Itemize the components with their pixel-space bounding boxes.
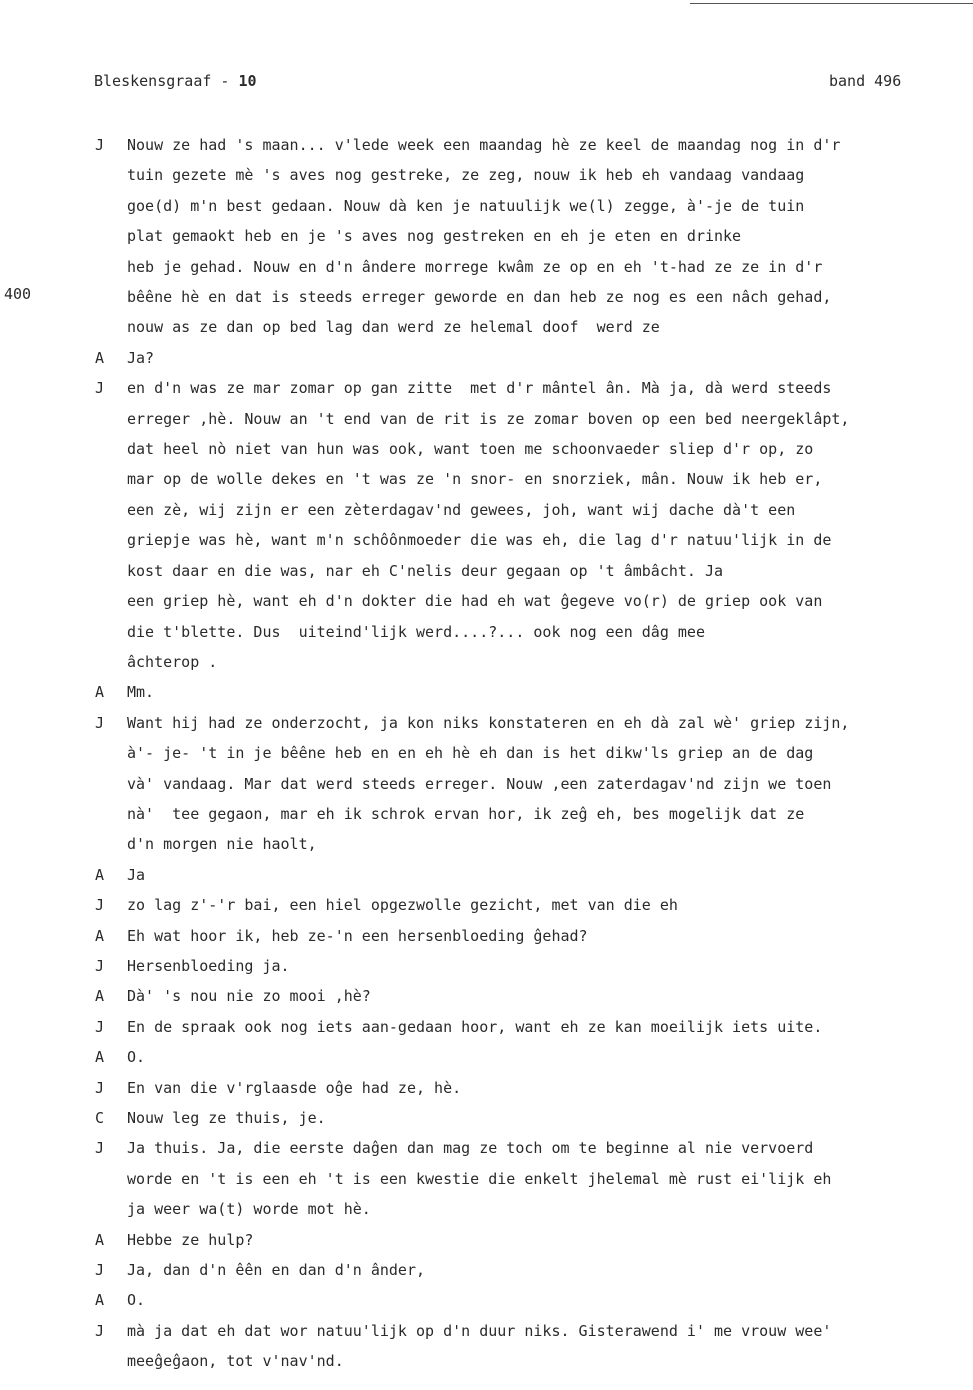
transcript-turn (0, 921, 973, 951)
text-line: zo lag z'-'r bai, een hiel opgezwolle gezicht, met van die eh (127, 896, 678, 915)
header-title: Bleskensgraaf - (94, 72, 239, 90)
text-line: Eh wat hoor ik, heb ze-'n een hersenbloeding ĝehad? (127, 926, 588, 945)
transcript-turn (0, 373, 973, 677)
turn-text (127, 921, 972, 951)
turn-text (127, 343, 972, 373)
transcript-turn (0, 1012, 973, 1042)
speaker-label: A (95, 1291, 105, 1310)
text-line: bêêne hè en dat is steeds erreger geworde en dan heb ze nog es een nâch gehad, (127, 288, 832, 307)
text-line: O. (127, 1291, 146, 1310)
turn-text (127, 1133, 972, 1224)
text-line: Want hij had ze onderzocht, ja kon niks konstateren en eh dà zal wè' griep zijn, (127, 713, 850, 732)
speaker-label: J (95, 1261, 105, 1280)
page-header-title (94, 72, 257, 90)
text-line: kost daar en die was, nar eh C'nelis deur gegaan op 't âmbâcht. Ja (127, 561, 724, 580)
turn-text (127, 1316, 972, 1377)
transcript-turn (0, 1255, 973, 1285)
turn-text (127, 708, 972, 860)
transcript-turn (0, 1225, 973, 1255)
transcript (0, 130, 973, 1377)
text-line: Ja thuis. Ja, die eerste daĝen dan mag ze toch om te beginne al nie vervoerd (127, 1139, 814, 1158)
transcript-turn (0, 981, 973, 1011)
speaker-label: C (95, 1109, 105, 1127)
text-line: Nouw ze had 's maan... v'lede week een maandag hè ze keel de maandag nog in d'r (127, 136, 841, 154)
turn-text (127, 1042, 972, 1072)
transcript-turn (0, 1316, 973, 1377)
text-line: plat gemaokt heb en je 's aves nog gestreken en eh je eten en drinke (127, 227, 742, 246)
speaker-label: J (95, 136, 105, 154)
speaker-label: J (95, 1139, 105, 1158)
turn-text (127, 1073, 972, 1103)
transcript-turn (0, 860, 973, 890)
text-line: tuin gezete mè 's aves nog gestreke, ze zeg, nouw ik heb eh vandaag vandaag (127, 166, 805, 185)
turn-text (127, 1225, 972, 1255)
turn-text (127, 130, 972, 343)
transcript-turn (0, 890, 973, 920)
text-line: Nouw leg ze thuis, je. (127, 1109, 326, 1127)
text-line: griepje was hè, want m'n schôônmoeder die was eh, die lag d'r natuu'lijk in de (127, 531, 832, 550)
transcript-turn (0, 708, 973, 860)
text-line: heb je gehad. Nouw en d'n ândere morrege kwâm ze op en eh 't-had ze ze in d'r (127, 257, 823, 276)
text-line: Ja, dan d'n êên en dan d'n ânder, (127, 1261, 426, 1280)
text-line: erreger ,hè. Nouw an 't end van de rit is ze zomar boven op een bed neergeklâpt, (127, 409, 850, 428)
turn-text (127, 1255, 972, 1285)
transcript-turn (0, 1285, 973, 1315)
text-line: meeĝeĝaon, tot v'nav'nd. (127, 1352, 344, 1371)
turn-text (127, 890, 972, 920)
text-line: En van die v'rglaasde oĝe had ze, hè. (127, 1078, 462, 1097)
transcript-turn (0, 1103, 973, 1133)
text-line: âchterop . (127, 652, 218, 671)
text-line: mà ja dat eh dat wor natuu'lijk op d'n duur niks. Gisterawend i' me vrouw wee' (127, 1321, 832, 1340)
transcript-turn (0, 677, 973, 707)
transcript-turn (0, 1042, 973, 1072)
text-line: worde en 't is een eh 't is een kwestie die enkelt jhelemal mè rust ei'lijk eh (127, 1169, 832, 1188)
text-line: die t'blette. Dus uiteind'lijk werd....?... ook nog een dâg mee (127, 622, 705, 641)
text-line: Hersenbloeding ja. (127, 956, 290, 975)
speaker-label: J (95, 713, 105, 732)
transcript-turn (0, 951, 973, 981)
transcript-turn (0, 1073, 973, 1103)
turn-text (127, 1012, 972, 1042)
text-line: nà' tee gegaon, mar eh ik schrok ervan hor, ik zeĝ eh, bes mogelijk dat ze (127, 804, 805, 823)
speaker-label: A (95, 1230, 105, 1249)
speaker-label: A (95, 1048, 105, 1067)
turn-text (127, 1285, 972, 1315)
turn-text (127, 373, 972, 677)
speaker-label: J (95, 956, 105, 975)
text-line: d'n morgen nie haolt, (127, 835, 317, 854)
speaker-label: A (95, 348, 105, 367)
text-line: O. (127, 1048, 146, 1067)
text-line: Ja? (127, 348, 155, 367)
text-line: Hebbe ze hulp? (127, 1230, 254, 1249)
top-rule (690, 3, 973, 4)
speaker-label: A (95, 987, 105, 1006)
text-line: goe(d) m'n best gedaan. Nouw dà ken je natuulijk we(l) zegge, à'-je de tuin (127, 196, 805, 215)
speaker-label: A (95, 865, 105, 884)
speaker-label: J (95, 1078, 105, 1097)
speaker-label: A (95, 683, 105, 702)
text-line: và' vandaag. Mar dat werd steeds erreger. Nouw ,een zaterdagav'nd zijn we toen (127, 774, 832, 793)
text-line: dat heel nò niet van hun was ook, want toen me schoonvaeder sliep d'r op, zo (127, 440, 814, 459)
speaker-label: J (95, 1017, 105, 1036)
turn-text (127, 981, 972, 1011)
text-line: een zè, wij zijn er een zèterdagav'nd gewees, joh, want wij dache dà't een (127, 500, 796, 519)
text-line: Dà' 's nou nie zo mooi ,hè? (127, 987, 371, 1006)
text-line: à'- je- 't in je bêêne heb en en eh hè eh dan is het dikw'ls griep an de dag (127, 744, 814, 763)
page-number: 10 (238, 72, 257, 90)
text-line: en d'n was ze mar zomar op gan zitte met d'r mântel ân. Mà ja, dà werd steeds (127, 379, 832, 398)
text-line: ja weer wa(t) worde mot hè. (127, 1200, 371, 1219)
turn-text (127, 951, 972, 981)
text-line: Ja (127, 865, 146, 884)
text-line: een griep hè, want eh d'n dokter die had eh wat ĝegeve vo(r) de griep ook van (127, 592, 823, 611)
speaker-label: A (95, 926, 105, 945)
text-line: mar op de wolle dekes en 't was ze 'n snor- en snorziek, mân. Nouw ik heb er, (127, 470, 823, 489)
transcript-turn (0, 343, 973, 373)
text-line: Mm. (127, 683, 155, 702)
text-line: nouw as ze dan op bed lag dan werd ze helemal doof werd ze (127, 318, 660, 337)
speaker-label: J (95, 1321, 105, 1340)
speaker-label: J (95, 896, 105, 915)
line-marker: 400 (4, 285, 32, 303)
transcript-turn (0, 130, 973, 343)
tape-label: band 496 (829, 72, 902, 90)
turn-text (127, 860, 972, 890)
transcript-turn (0, 1133, 973, 1224)
turn-text (127, 1103, 972, 1133)
turn-text (127, 677, 972, 707)
text-line: En de spraak ook nog iets aan-gedaan hoor, want eh ze kan moeilijk iets uite. (127, 1017, 823, 1036)
speaker-label: J (95, 379, 105, 398)
